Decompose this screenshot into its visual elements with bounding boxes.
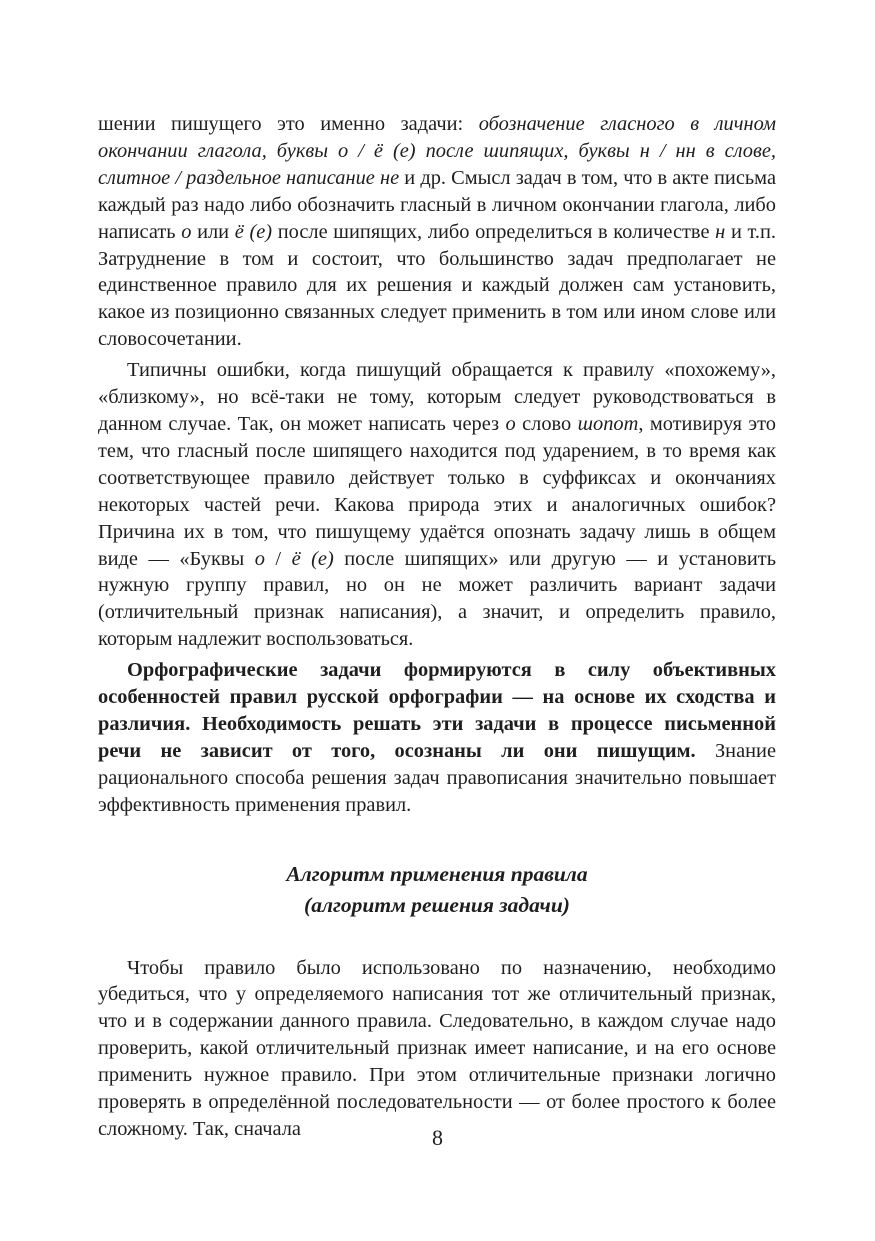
page-number: 8 [432,1125,443,1150]
paragraph-1-italic: ё (е) [234,220,273,243]
paragraph-4: Чтобы правило было использовано по назначению, необходимо убедиться, что у определяемого написания тот же отличительный признак, что и в содержании данного правила. Следовательно, в каждом случае надо проверить, какой отличительный признак имеет написание, и на его основе применить нужное правило. При этом отличительные признаки логично проверять в определённой последовательности — от более простого к более сложному. Так, сначала [98,956,776,1140]
paragraph-2-text: слово [515,412,578,435]
paragraph-1-text: шении пишущего это именно задачи: [98,113,479,135]
paragraph-2-text: Типичны ошибки, когда пишущий обращается к правилу «похожему», «близкому», но всё-таки не тому, которым следует руководствоваться в данном случае. Так, он может написать через [98,359,776,435]
section-heading [98,859,776,921]
paragraph-2-text: / [264,547,292,570]
paragraph-1 [98,111,776,353]
paragraph-1-italic: обозначение гласного в личном окончании глагола, буквы о / ё (е) после шипящих, буквы н / нн в слове, слитное / раздельное написание не [98,113,776,189]
paragraph-3-bold: Орфографические задачи формируются в силу объективных особенностей правил русской орфографии — на основе их сходства и различия. Необходимость решать эти задачи в процессе письменной речи не зависит от того, осознаны ли они пишущим. [98,659,776,762]
paragraph-2-italic: о [254,547,265,570]
page-body [98,111,776,1143]
section-heading-line-2: (алгоритм решения задачи) [304,892,570,917]
paragraph-1-italic: о [181,220,192,243]
paragraph-2-text: после шипящих» или другую — и установить нужную группу правил, но он не может различить вариант задачи (отличительный признак написания), а значит, и определить правило, которым надлежит воспользоваться. [98,547,776,651]
paragraph-1-text: или [191,220,235,243]
paragraph-1-text: и др. Смысл задач в том, что в акте письма каждый раз надо либо обозначить гласный в личном окончании глагола, либо написать [98,166,776,243]
paragraph-2-italic: ё (е) [291,547,334,570]
paragraph-1-text: после шипящих, либо определиться в количестве [272,220,716,243]
paragraph-2-italic: о [505,412,516,435]
section-heading-line-1: Алгоритм применения правила [286,861,588,886]
paragraph-3 [98,657,776,818]
paragraph-1-italic: н [715,220,726,243]
paragraph-2-text: , мотивируя это тем, что гласный после шипящего находится под ударением, в то время как соответствующее правило действует только в суффиксах и окончаниях некоторых частей речи. Какова природа этих и аналогичных ошибок? Причина их в том, что пишущему удаётся опознать задачу лишь в общем виде — «Буквы [98,412,776,570]
paragraph-2-italic: шопот [577,412,639,435]
paragraph-3-text: Знание рационального способа решения задач правописания значительно повышает эффективность применения правил. [98,739,776,816]
paragraph-2 [98,357,776,653]
paragraph-1-text: и т.п. Затруднение в том и состоит, что большинство задач предполагает не единственное правило для их решения и каждый должен сам установить, какое из позиционно связанных следует применить в том или ином слове или словосочетании. [98,220,776,351]
